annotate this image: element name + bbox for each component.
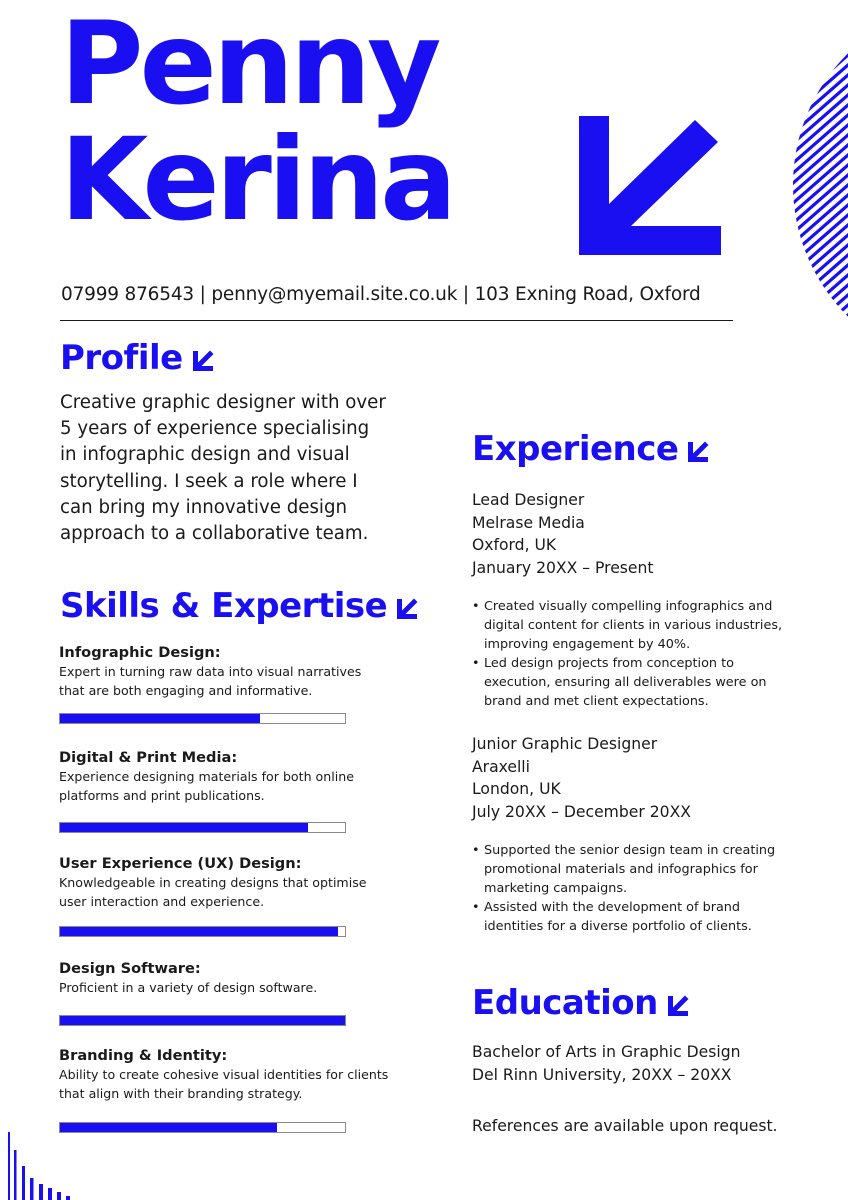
stripe xyxy=(748,350,848,370)
job-header xyxy=(472,489,654,579)
stripe xyxy=(748,290,848,370)
header-divider xyxy=(60,320,733,321)
first-name: Penny xyxy=(60,0,438,130)
job-location: London, UK xyxy=(472,780,561,798)
job-bullets xyxy=(472,597,802,711)
stripe xyxy=(748,310,848,370)
skills-heading: Skills & Expertise xyxy=(60,586,421,626)
list-item: • Led design projects from conception to execution, ensuring all deliverables were on brand and met client expectations. xyxy=(472,654,802,711)
arrow-down-left-icon xyxy=(191,347,217,373)
stripe xyxy=(748,320,848,370)
experience-heading: Experience xyxy=(472,429,712,469)
stripe xyxy=(748,230,848,370)
stripe xyxy=(748,0,848,130)
profile-summary: Creative graphic designer with over 5 years of experience specialising in infographic design and visual storytelling. I seek a role where I can bring my innovative design approach to a collaborative team. xyxy=(60,392,386,545)
education-details xyxy=(472,1041,741,1087)
education-heading: Education xyxy=(472,983,692,1023)
job-dates: January 20XX – Present xyxy=(472,558,654,577)
stripe xyxy=(748,0,848,120)
job-company: Melrase Media xyxy=(472,513,585,532)
last-name: Kerina xyxy=(60,113,454,246)
skill-level-fill xyxy=(60,823,308,832)
skill-name: Infographic Design: xyxy=(59,644,221,661)
skill-level-fill xyxy=(60,714,260,723)
skill-name: User Experience (UX) Design: xyxy=(59,855,302,872)
arrow-down-left-icon xyxy=(395,595,421,621)
stripe xyxy=(748,0,848,50)
skill-level-bar xyxy=(59,926,346,937)
stripe xyxy=(748,360,848,370)
stripe xyxy=(748,0,848,30)
skill-item xyxy=(59,960,389,997)
stripe xyxy=(748,270,848,370)
skill-item xyxy=(59,644,389,700)
skill-item xyxy=(59,749,389,805)
skill-name: Design Software: xyxy=(59,960,201,977)
striped-circle-decoration xyxy=(748,0,848,370)
stripe xyxy=(748,0,848,60)
arrow-down-left-icon xyxy=(666,992,692,1018)
skill-item xyxy=(59,855,389,911)
skill-level-fill xyxy=(60,927,338,936)
skill-level-bar xyxy=(59,1015,346,1026)
stripe xyxy=(748,300,848,370)
skill-description: Expert in turning raw data into visual narratives that are both engaging and informative. xyxy=(59,664,362,698)
skill-description: Knowledgeable in creating designs that optimise user interaction and experience. xyxy=(59,875,367,909)
stripe xyxy=(748,0,848,40)
candidate-name xyxy=(60,0,454,246)
stripe xyxy=(748,0,848,10)
list-item: • Created visually compelling infographics and digital content for clients in various industries, improving engagement by 40%. xyxy=(472,597,802,654)
skill-level-bar xyxy=(59,822,346,833)
skill-description: Proficient in a variety of design software. xyxy=(59,980,318,995)
stripe xyxy=(748,0,848,110)
stripe xyxy=(748,340,848,370)
skill-level-fill xyxy=(60,1016,345,1025)
profile-heading: Profile xyxy=(60,338,217,378)
skill-description: Ability to create cohesive visual identities for clients that align with their branding strategy. xyxy=(59,1067,389,1101)
arrow-down-left-icon xyxy=(686,438,712,464)
list-item: • Supported the senior design team in creating promotional materials and infographics for marketing campaigns. xyxy=(472,841,802,898)
stripe xyxy=(748,280,848,370)
stripe xyxy=(748,0,848,70)
contact-line: 07999 876543 | penny@myemail.site.co.uk | 103 Exning Road, Oxford xyxy=(61,284,701,305)
stripe xyxy=(748,330,848,370)
stripe xyxy=(748,0,848,80)
skill-level-bar xyxy=(59,1122,346,1133)
skill-name: Digital & Print Media: xyxy=(59,749,238,766)
skill-level-bar xyxy=(59,713,346,724)
job-bullets xyxy=(472,841,802,936)
job-role: Junior Graphic Designer xyxy=(472,735,658,753)
job-header xyxy=(472,733,691,823)
degree: Bachelor of Arts in Graphic Design xyxy=(472,1043,741,1061)
arrow-down-left-icon xyxy=(575,112,725,257)
skill-item xyxy=(59,1047,389,1103)
skill-name: Branding & Identity: xyxy=(59,1047,228,1064)
job-role: Lead Designer xyxy=(472,491,585,509)
job-company: Araxelli xyxy=(472,757,530,776)
skill-description: Experience designing materials for both online platforms and print publications. xyxy=(59,769,354,803)
list-item: • Assisted with the development of brand identities for a diverse portfolio of clients. xyxy=(472,898,802,936)
skill-level-fill xyxy=(60,1123,277,1132)
stripe xyxy=(748,0,848,100)
references-note: References are available upon request. xyxy=(472,1117,778,1135)
job-location: Oxford, UK xyxy=(472,536,557,554)
stripe xyxy=(748,0,848,20)
job-dates: July 20XX – December 20XX xyxy=(472,802,691,821)
school: Del Rinn University, 20XX – 20XX xyxy=(472,1066,732,1084)
